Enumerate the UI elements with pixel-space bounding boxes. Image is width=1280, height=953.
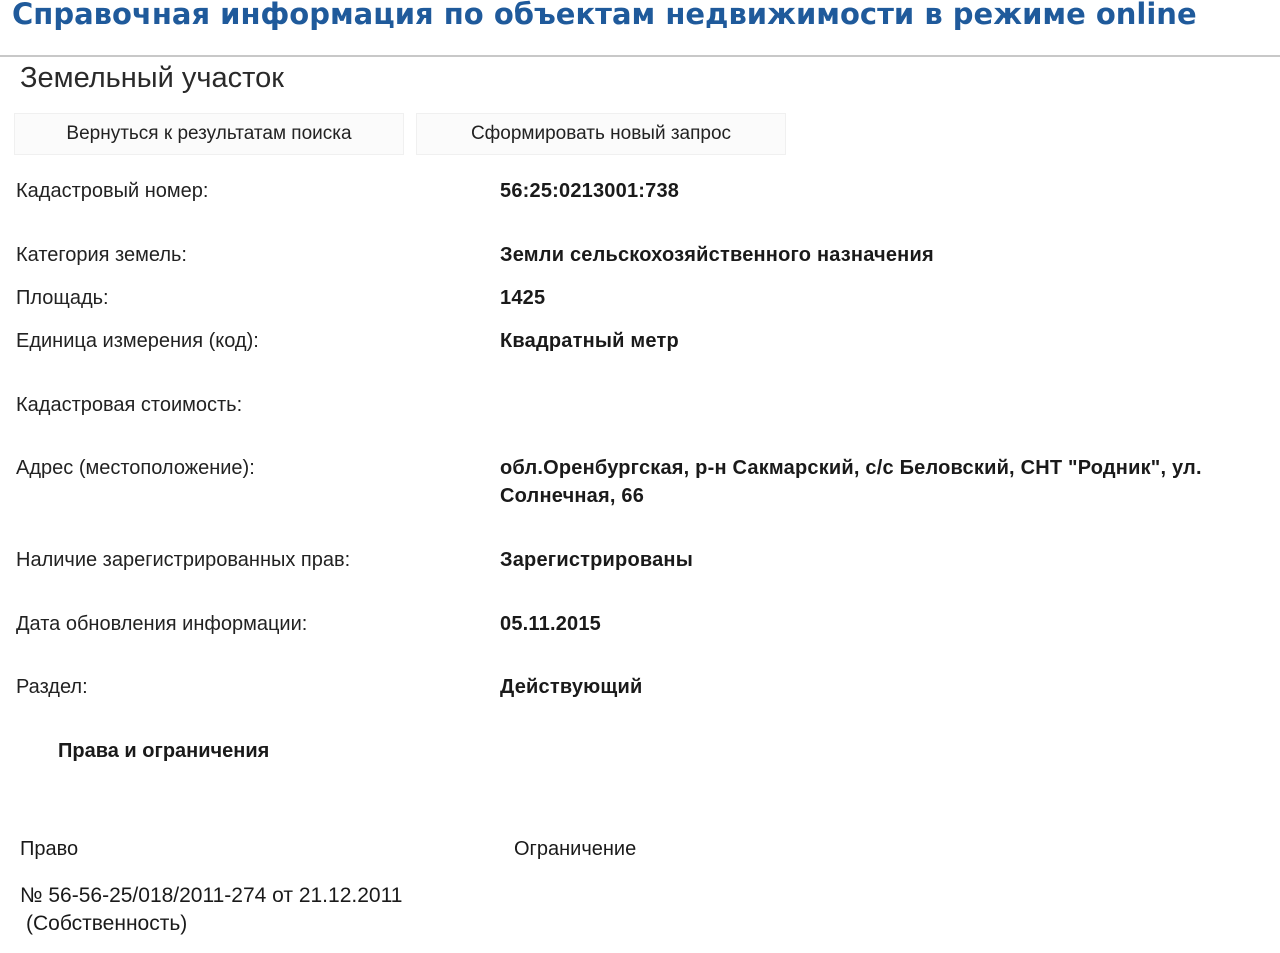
land-category-label: Категория земель: bbox=[16, 244, 187, 266]
back-to-results-button[interactable]: Вернуться к результатам поиска bbox=[14, 113, 404, 155]
restriction-column-header: Ограничение bbox=[514, 838, 637, 860]
right-column-header: Право bbox=[20, 838, 79, 860]
new-request-button[interactable]: Сформировать новый запрос bbox=[416, 113, 786, 155]
cadastral-number-value: 56:25:0213001:738 bbox=[500, 180, 680, 202]
land-category-value: Земли сельскохозяйственного назначения bbox=[500, 244, 934, 266]
area-label: Площадь: bbox=[16, 287, 109, 309]
rights-section-heading: Права и ограничения bbox=[58, 740, 270, 762]
page-banner bbox=[0, 0, 1280, 56]
registered-rights-value: Зарегистрированы bbox=[500, 549, 693, 571]
object-type-title: Земельный участок bbox=[20, 62, 284, 94]
address-value: обл.Оренбургская, р-н Сакмарский, с/с Беловский, СНТ "Родник", ул. Солнечная, 66 bbox=[500, 457, 1202, 507]
section-label: Раздел: bbox=[16, 676, 88, 698]
right-type: (Собственность) bbox=[26, 912, 188, 935]
unit-value: Квадратный метр bbox=[500, 330, 679, 352]
unit-label: Единица измерения (код): bbox=[16, 330, 259, 352]
update-date-label: Дата обновления информации: bbox=[16, 613, 308, 635]
area-value: 1425 bbox=[500, 287, 546, 309]
right-registration-number: № 56-56-25/018/2011-274 от 21.12.2011 bbox=[20, 884, 403, 907]
section-value: Действующий bbox=[500, 676, 643, 698]
banner-title: Справочная информация по объектам недвижимости в режиме online bbox=[12, 0, 1197, 31]
update-date-value: 05.11.2015 bbox=[500, 613, 601, 635]
registered-rights-label: Наличие зарегистрированных прав: bbox=[16, 549, 351, 571]
cadastral-value-label: Кадастровая стоимость: bbox=[16, 394, 243, 416]
cadastral-number-label: Кадастровый номер: bbox=[16, 180, 209, 202]
address-label: Адрес (местоположение): bbox=[16, 457, 255, 479]
